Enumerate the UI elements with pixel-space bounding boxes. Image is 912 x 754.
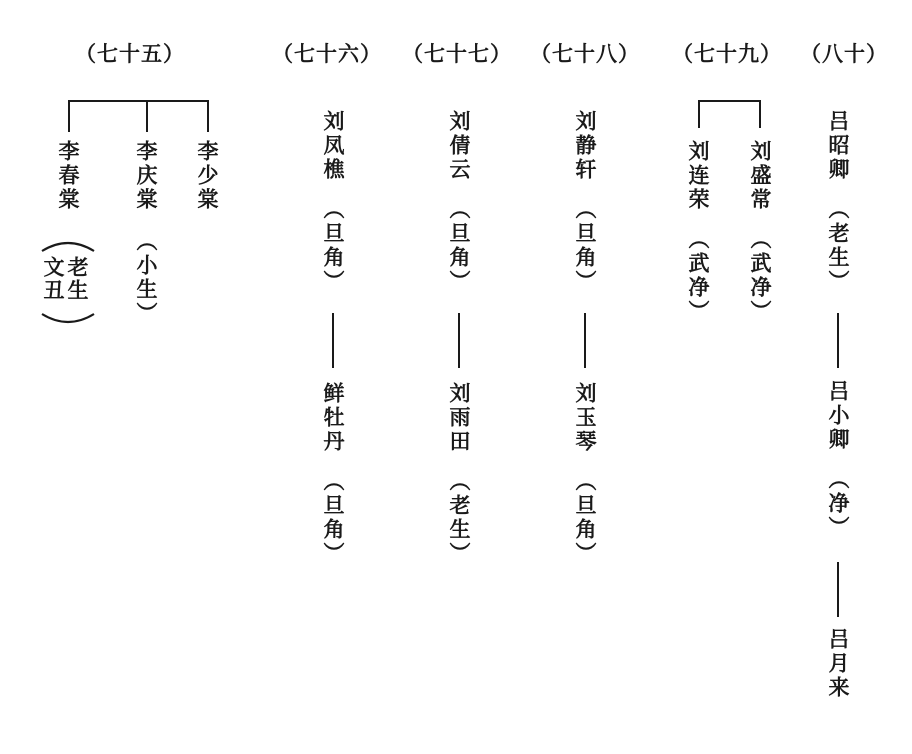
g77-person: 刘倩云 (447, 110, 471, 182)
header-80: （八十） (800, 42, 888, 66)
g77-successor: 刘雨田 (447, 382, 471, 454)
g75-person-3: 李少棠 (195, 140, 219, 212)
g80-connector-2 (837, 562, 839, 617)
g78-role: （旦角） (573, 198, 597, 294)
g76-person: 刘凤樵 (321, 110, 345, 182)
header-75: （七十五） (75, 42, 185, 66)
g80-successor-role: （净） (826, 468, 850, 540)
g75-person-2: 李庆棠 (134, 140, 158, 212)
g79-person-1: 刘连荣 (686, 140, 710, 212)
g80-successor-2: 吕月来 (826, 628, 850, 700)
g75-role1-line1: 老生 (65, 256, 89, 302)
header-77: （七十七） (402, 42, 512, 66)
g80-role: （老生） (826, 198, 850, 294)
g75-role1-line2: 文丑 (41, 256, 65, 302)
g80-person: 吕昭卿 (826, 110, 850, 182)
g75-drop-1 (68, 100, 70, 132)
g76-successor: 鲜牡丹 (321, 382, 345, 454)
g77-role: （旦角） (447, 198, 471, 294)
header-78: （七十八） (530, 42, 640, 66)
g76-successor-role: （旦角） (321, 470, 345, 566)
g78-successor: 刘玉琴 (573, 382, 597, 454)
g80-successor: 吕小卿 (826, 380, 850, 452)
g79-drop-1 (698, 100, 700, 128)
g77-connector (458, 313, 460, 368)
g80-connector-1 (837, 313, 839, 368)
g75-role1-paren-top (38, 237, 98, 253)
g79-person-2: 刘盛常 (748, 140, 772, 212)
g79-bracket-top (698, 100, 761, 102)
g78-connector (584, 313, 586, 368)
g79-role-1: （武净） (686, 228, 710, 324)
g78-person: 刘静轩 (573, 110, 597, 182)
g75-person-1: 李春棠 (56, 140, 80, 212)
g79-role-2: （武净） (748, 228, 772, 324)
g75-bracket-top (68, 100, 209, 102)
g75-role1 (42, 256, 88, 302)
g75-drop-2 (146, 100, 148, 132)
g75-role1-paren-bottom (38, 312, 98, 328)
header-76: （七十六） (272, 42, 382, 66)
g75-drop-3 (207, 100, 209, 132)
g76-role: （旦角） (321, 198, 345, 294)
g79-drop-2 (759, 100, 761, 128)
g75-role-2: （小生） (134, 230, 158, 326)
g78-successor-role: （旦角） (573, 470, 597, 566)
g77-successor-role: （老生） (447, 470, 471, 566)
g76-connector (332, 313, 334, 368)
header-79: （七十九） (672, 42, 782, 66)
